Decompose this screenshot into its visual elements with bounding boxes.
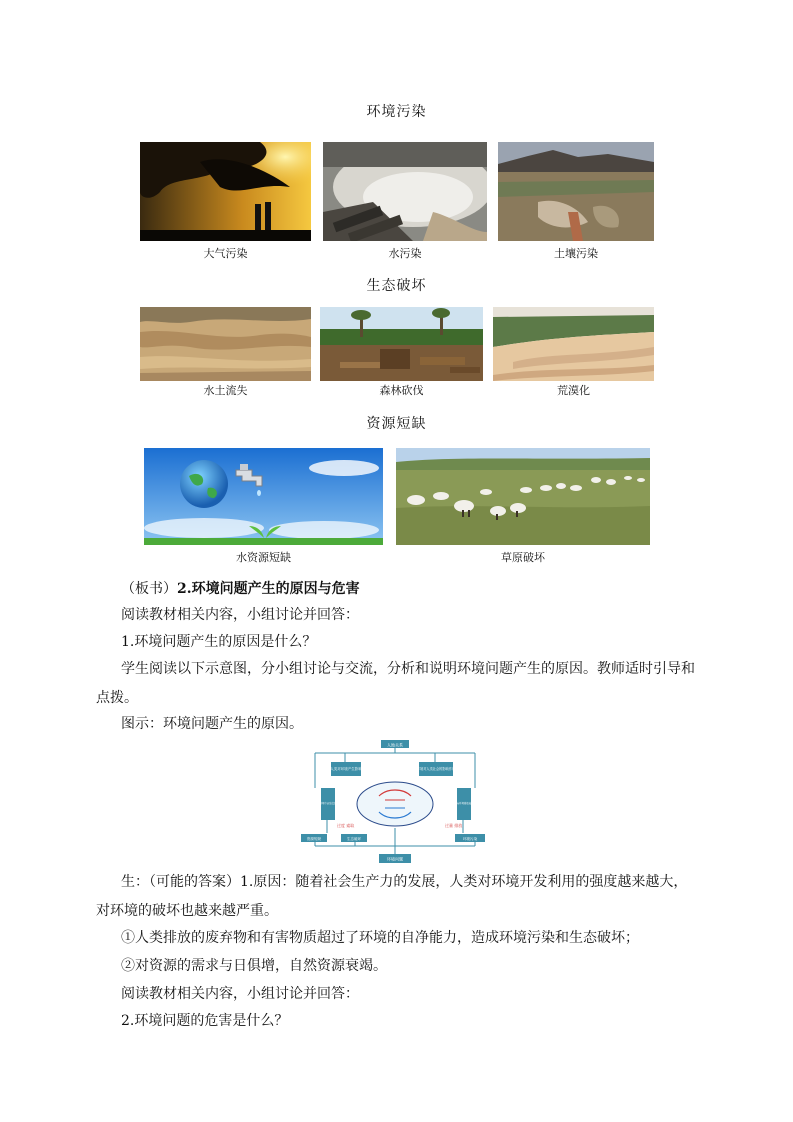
- reading-prompt-2: 阅读教材相关内容，小组讨论并回答：: [121, 986, 359, 1002]
- reading-prompt-1: 阅读教材相关内容，小组讨论并回答：: [121, 607, 359, 623]
- soil-pollution-caption: 土壤污染: [554, 247, 598, 260]
- water-shortage-caption: 水资源短缺: [236, 551, 291, 564]
- board-title: 2.环境问题产生的原因与危害: [177, 581, 360, 597]
- guide-paragraph: 学生阅读以下示意图，分小组讨论与交流，分析和说明环境问题产生的原因。教师适时引导和点拨。: [96, 661, 695, 706]
- board-heading: [121, 575, 701, 604]
- section-title-ecology: 生态破坏: [366, 278, 427, 294]
- cause-diagram: [295, 738, 495, 866]
- figure-caption: 图示：环境问题产生的原因。: [121, 716, 303, 732]
- soil-erosion-photo: [140, 307, 311, 381]
- point-1: ①人类排放的废弃物和有害物质超过了环境的自净能力，造成环境污染和生态破坏；: [121, 930, 639, 946]
- diagram-bottom-right-label: 环境污染: [462, 837, 478, 841]
- question-2: 2.环境问题的危害是什么？: [121, 1013, 289, 1029]
- diagram-left-side-label: 人类从环境中获取资源和能量: [312, 802, 344, 805]
- desertification-photo: [493, 307, 654, 381]
- soil-erosion-caption: 水土流失: [203, 384, 248, 397]
- grassland-destruction-caption: 草原破坏: [501, 551, 545, 564]
- grassland-destruction-photo: [396, 448, 650, 545]
- diagram-right-side-label: 人类向环境排放废弃物: [452, 802, 476, 805]
- logging-caption: 森林砍伐: [379, 384, 424, 397]
- section-title-pollution: 环境污染: [366, 104, 427, 120]
- water-shortage-photo: [144, 448, 383, 545]
- water-pollution-photo: [323, 142, 487, 241]
- logging-photo: [320, 307, 483, 381]
- air-pollution-photo: [140, 142, 311, 241]
- diagram-bottom-left1-label: 资源短缺: [306, 837, 322, 841]
- section-title-resource: 资源短缺: [366, 416, 427, 432]
- diagram-right-upper-label: 环境对人类社会的影响作用: [416, 767, 456, 771]
- diagram-right-red-label: 过量 排放: [445, 823, 463, 828]
- diagram-top-label: 人地关系: [387, 742, 403, 748]
- answer-paragraph: 生：（可能的答案）1.原因：随着社会生产力的发展，人类对环境开发利用的强度越来越大，对环境的破坏也越来越严重。: [96, 874, 688, 919]
- diagram-bottom-left2-label: 生态破坏: [346, 837, 362, 841]
- diagram-left-upper-label: 人类对环境产生影响: [330, 767, 362, 771]
- question-1: 1.环境问题产生的原因是什么？: [121, 634, 317, 650]
- board-prefix: （板书）: [121, 581, 177, 597]
- point-2: ②对资源的需求与日俱增，自然资源衰竭。: [121, 958, 387, 974]
- water-pollution-caption: 水污染: [388, 247, 422, 260]
- soil-pollution-photo: [498, 142, 654, 241]
- diagram-bottom-label: 环境问题: [387, 856, 403, 862]
- air-pollution-caption: 大气污染: [203, 247, 248, 260]
- desertification-caption: 荒漠化: [557, 384, 590, 397]
- diagram-left-red-label: 过度 索取: [337, 823, 355, 828]
